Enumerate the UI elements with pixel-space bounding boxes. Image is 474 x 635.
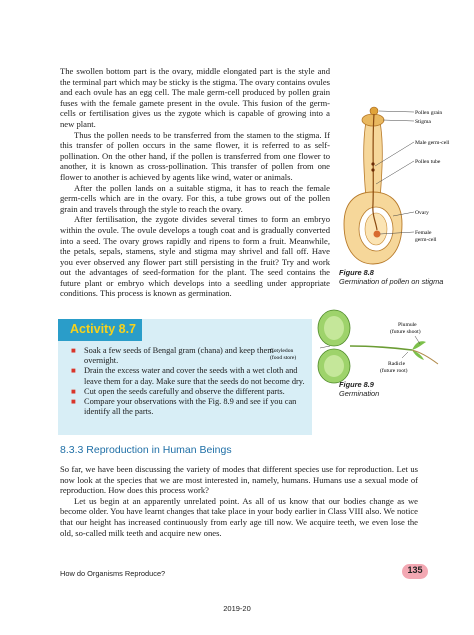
label-ovary: Ovary bbox=[415, 210, 429, 216]
edition-year: 2019-20 bbox=[223, 604, 251, 613]
activity-item-text: Drain the excess water and cover the seeds with a wet cloth and leave them for a day. Make sure that the seeds do not become dry. bbox=[84, 366, 305, 386]
label-radicle: Radicle bbox=[388, 361, 406, 367]
activity-title-bar bbox=[58, 319, 142, 341]
paragraph: Thus the pollen needs to be transferred from the stamen to the stigma. If this transfer of pollen occurs in the same flower, it is referred to as self-pollination. On the other hand, if the pollen is transferred from one flower to another, it is known as cross-pollination. This transfer of pollen from one flower to another is achieved by agents like wind, water or animals. bbox=[60, 129, 330, 182]
paragraph: So far, we have been discussing the variety of modes that different species use for reproduction. Let us now look at the species that we are most interested in, namely, humans. Humans use a sexual mode of reproduction. How does this process work? bbox=[60, 464, 418, 496]
figure-caption-text: Germination bbox=[339, 389, 380, 398]
male-germ-cell-shape bbox=[371, 162, 374, 165]
chapter-title-footer: How do Organisms Reproduce? bbox=[60, 569, 166, 578]
page-number: 135 bbox=[407, 565, 423, 575]
figure-caption-text: Germination of pollen on stigma bbox=[339, 277, 444, 286]
female-germ-cell-shape bbox=[374, 231, 381, 238]
main-text bbox=[60, 66, 330, 299]
bullet-icon: ■ bbox=[71, 386, 76, 396]
bullet-icon: ■ bbox=[71, 346, 76, 355]
figure-8-8-diagram bbox=[336, 104, 456, 272]
label-cotyledon: (food store) bbox=[270, 355, 297, 361]
leader-line bbox=[402, 352, 408, 358]
cotyledon-inner-shape bbox=[324, 355, 344, 377]
section-heading: 8.3.3 Reproduction in Human Beings bbox=[60, 444, 232, 456]
activity-title: Activity 8.7 bbox=[70, 322, 137, 336]
section-text bbox=[60, 464, 418, 538]
paragraph: After the pollen lands on a suitable stigma, it has to reach the female germ-cells which are in the ovary. For this, a tube grows out of the pollen grain and travels through the style to reach the ovary. bbox=[60, 182, 330, 214]
activity-item bbox=[70, 387, 306, 397]
male-germ-cell-shape bbox=[371, 168, 374, 171]
figure-number: Figure 8.8 bbox=[339, 268, 374, 277]
label-plumule: Plumule bbox=[398, 322, 417, 328]
paragraph: Let us begin at an apparently unrelated point. As all of us know that our bodies change as we become older. You have learnt changes that take place in your body earlier in Class VIII also. We notice that our height has increased continuously from early age till now. We acquire teeth, we even lose the old, so-called milk teeth and acquire new ones. bbox=[60, 495, 418, 538]
leader-line bbox=[383, 120, 414, 121]
ovule-inner-shape bbox=[365, 213, 387, 245]
figure-8-8-caption bbox=[339, 268, 457, 286]
label-plumule: (future shoot) bbox=[390, 329, 421, 335]
label-female-germ-cell: Female bbox=[415, 230, 432, 236]
label-male-germ-cell: Male germ-cell bbox=[415, 140, 450, 146]
activity-item-text: Cut open the seeds carefully and observe the different parts. bbox=[84, 386, 285, 396]
activity-item-text: Compare your observations with the Fig. 8.9 and see if you can identify all the parts. bbox=[84, 397, 297, 417]
label-pollen-grain: Pollen grain bbox=[415, 110, 443, 116]
label-female-germ-cell: germ-cell bbox=[415, 237, 437, 243]
label-stigma: Stigma bbox=[415, 119, 431, 125]
figure-8-9-diagram bbox=[270, 306, 460, 386]
seedling-stem-shape bbox=[350, 346, 412, 350]
paragraph: The swollen bottom part is the ovary, middle elongated part is the style and the terminal part which may be sticky is the stigma. The ovary contains ovules and each ovule has an egg cell. The male germ-cell produced by pollen grain fuses with the female gamete present in the ovule. This fusion of the germ-cells or fertilisation gives us the zygote which is capable of growing into a new plant. bbox=[60, 66, 331, 129]
bullet-icon: ■ bbox=[71, 397, 76, 407]
figure-number: Figure 8.9 bbox=[339, 380, 374, 389]
figure-8-9-caption bbox=[339, 380, 457, 398]
bullet-icon: ■ bbox=[71, 366, 76, 376]
pollen-grain-shape bbox=[370, 107, 378, 115]
paragraph: After fertilisation, the zygote divides several times to form an embryo within the ovule. The ovule develops a tough coat and is gradually converted into a seed. The ovary grows rapidly and ripens to form a fruit. Meanwhile, the petals, sepals, stamens, style and stigma may shrivel and fall off. Have you ever observed any flower part still persisting in the fruit? Try and work out the advantages of seed-formation for the plant. The seed contains the future plant or embryo which develops into a seedling under appropriate conditions. This process is known as germination. bbox=[60, 214, 330, 299]
cotyledon-inner-shape bbox=[324, 316, 344, 340]
leader-line bbox=[320, 346, 330, 348]
label-pollen-tube: Pollen tube bbox=[415, 159, 441, 165]
label-cotyledon: Cotyledon bbox=[270, 348, 294, 354]
label-radicle: (future root) bbox=[380, 368, 408, 374]
activity-item-text: Soak a few seeds of Bengal gram (chana) and keep them overnight. bbox=[84, 346, 274, 366]
page-number-badge bbox=[402, 564, 428, 579]
leader-line bbox=[379, 111, 414, 112]
activity-item bbox=[70, 397, 306, 417]
